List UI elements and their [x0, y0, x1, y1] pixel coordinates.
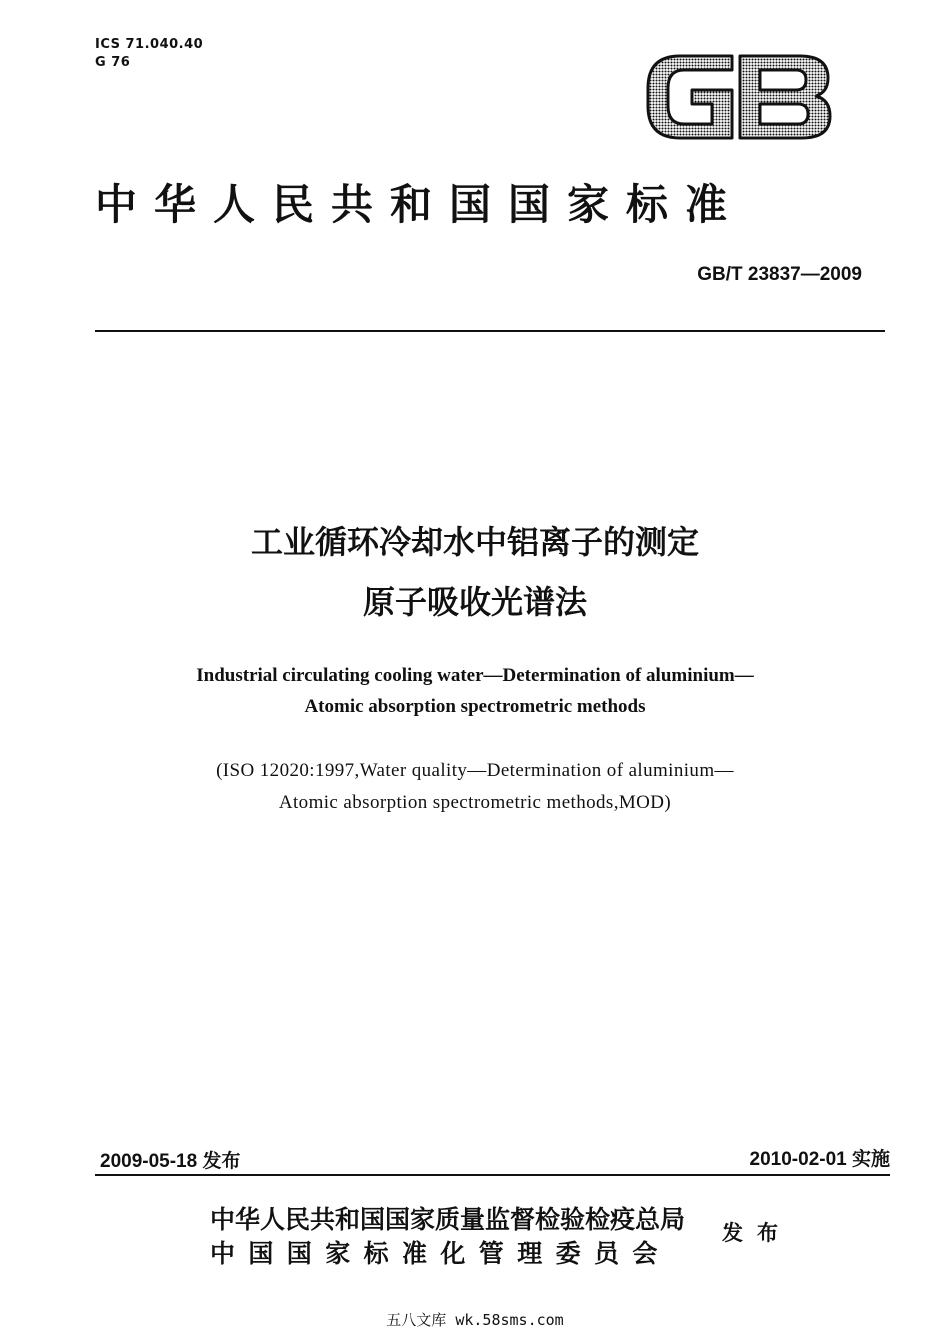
standard-number: GB/T 23837—2009 [697, 264, 862, 285]
chinese-title-line-2: 原子吸收光谱法 [362, 583, 587, 621]
publish-date: 2009-05-18 发布 [100, 1151, 241, 1172]
english-title-line-1: Industrial circulating cooling water—Determination of aluminium— [196, 665, 754, 686]
implementation-date: 2010-02-01 实施 [749, 1149, 890, 1170]
national-standard-title: 中华人民共和国国家标准 [95, 180, 745, 229]
iso-reference-line-2: Atomic absorption spectrometric methods,MOD) [278, 792, 672, 813]
issuer-line-1: 中华人民共和国国家质量监督检验检疫总局 [210, 1205, 686, 1234]
header-divider [95, 330, 885, 332]
gb-logo [640, 46, 835, 146]
iso-reference-line-1: (ISO 12020:1997,Water quality—Determination of aluminium— [216, 760, 734, 781]
english-title-line-2: Atomic absorption spectrometric methods [304, 696, 646, 717]
ics-code: ICS 71.040.40 [95, 37, 204, 52]
standard-codes [95, 36, 203, 72]
issuer-line-2: 中国国家标准化管理委员会 [210, 1239, 671, 1268]
footer-watermark: 五八文库 wk.58sms.com [386, 1311, 564, 1329]
classification-code: G 76 [95, 55, 131, 70]
chinese-title-line-1: 工业循环冷却水中铝离子的测定 [250, 523, 699, 561]
issue-label: 发布 [722, 1221, 792, 1245]
date-divider [95, 1174, 890, 1176]
